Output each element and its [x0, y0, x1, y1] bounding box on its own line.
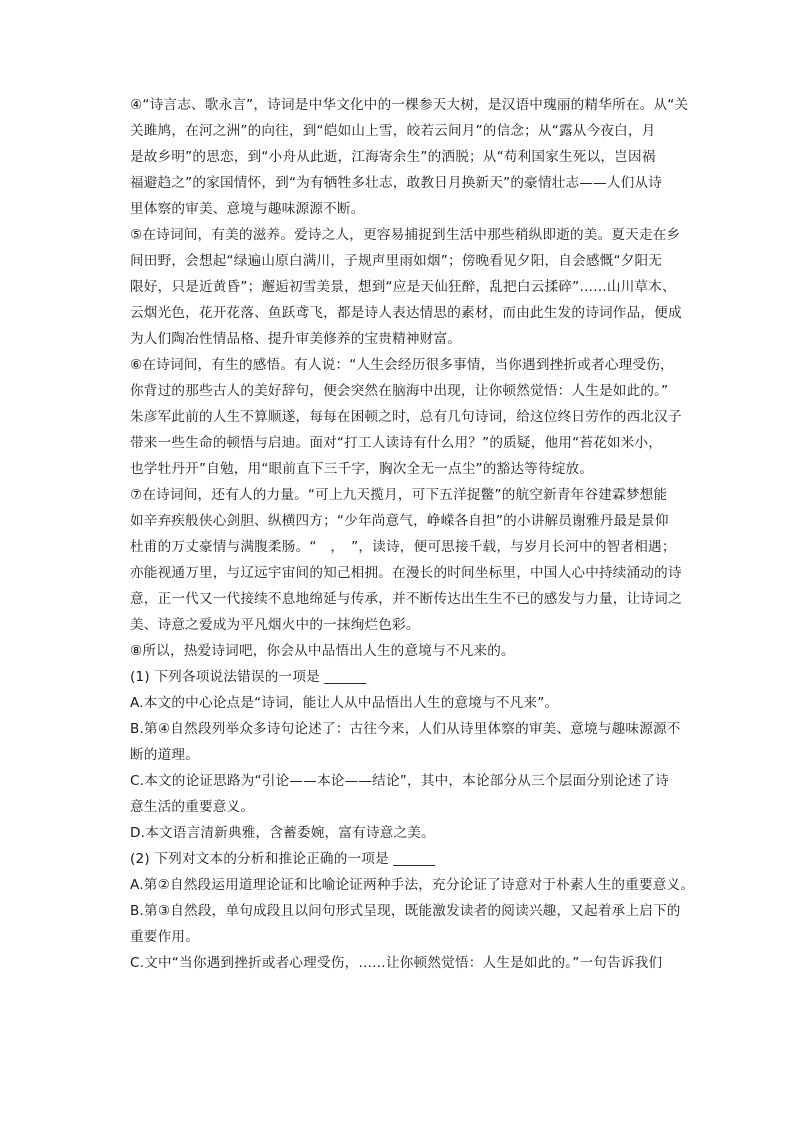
text-line: 关雎鸠，在河之洲”的向往，到“皑如山上雪，皎若云间月”的信念；从“露从今夜白，月 — [130, 123, 656, 139]
question-1-option-c: C.本文的论证思路为“引论——本论——结论”，其中，本论部分从三个层面分别论述了诗 — [130, 773, 670, 789]
text-line: 意生活的重要意义。 — [130, 799, 255, 815]
question-2-option-b: B.第③自然段，单句成段且以问句形式呈现，既能激发读者的阅读兴趣，又起着承上启下的 — [130, 903, 681, 919]
question-2-option-a: A.第②自然段运用道理论证和比喻论证两种手法，充分论证了诗意对于朴素人生的重要意义。 — [130, 877, 695, 893]
text-line: 福避趋之”的家国情怀，到“为有牺牲多壮志，敢教日月换新天”的豪情壮志——人们从诗 — [130, 175, 663, 191]
text-line: 云烟光色，花开花落、鱼跃鸢飞，都是诗人表达情思的素材，而由此生发的诗词作品，便成 — [130, 305, 682, 321]
text-line: ⑧所以，热爱诗词吧，你会从中品悟出人生的意境与不凡来的。 — [130, 643, 515, 659]
text-line: 朱彦军此前的人生不算顺遂，每每在困顿之时，总有几句诗词，给这位终日劳作的西北汉子 — [130, 409, 682, 425]
text-line: 也学牡丹开”自勉，用“眼前直下三千字，胸次全无一点尘”的豁达等待绽放。 — [130, 461, 594, 477]
question-1-option-a: A.本文的中心论点是“诗词，能让人从中品悟出人生的意境与不凡来”。 — [130, 695, 559, 711]
text-line: ⑥在诗词间，有生的感悟。有人说：“人生会经历很多事情，当你遇到挫折或者心理受伤， — [130, 357, 674, 373]
text-line: 带来一些生命的顿悟与启迪。面对“打工人读诗有什么用？”的质疑，他用“苔花如米小， — [130, 435, 663, 451]
question-2-stem: (2) 下列对文本的分析和推论正确的一项是 ______ — [130, 851, 436, 867]
document-body — [130, 92, 695, 976]
text-line: 美、诗意之爱成为平凡烟火中的一抹绚烂色彩。 — [130, 617, 420, 633]
text-line: 是故乡明”的思恋，到“小舟从此逝，江海寄余生”的洒脱；从“苟利国家生死以，岂因祸 — [130, 149, 656, 165]
text-line: 断的道理。 — [130, 747, 199, 763]
text-line: ④“诗言志、歌永言”，诗词是中华文化中的一棵参天大树，是汉语中瑰丽的精华所在。从“关 — [130, 97, 689, 113]
text-line: 重要作用。 — [130, 929, 199, 945]
question-1-stem: (1) 下列各项说法错误的一项是 ______ — [130, 669, 367, 685]
text-line: 里体察的审美、意境与趣味源源不断。 — [130, 201, 365, 217]
text-line: 限好，只是近黄昏”；邂逅初雪美景，想到“应是天仙狂醉，乱把白云揉碎”……山川草木、 — [130, 279, 676, 295]
question-1-option-d: D.本文语言清新典雅，含蓄委婉，富有诗意之美。 — [130, 825, 435, 841]
question-2-option-c: C.文中“当你遇到挫折或者心理受伤，……让你顿然觉悟：人生是如此的。”一句告诉我们 — [130, 955, 663, 971]
text-line: 间田野，会想起“绿遍山原白满川，子规声里雨如烟”；傍晚看见夕阳，自会感慨“夕阳无 — [130, 253, 663, 269]
text-line: 你背过的那些古人的美好辞句，便会突然在脑海中出现，让你顿然觉悟：人生是如此的。” — [130, 383, 669, 399]
text-line: 意，正一代又一代接续不息地绵延与传承，并不断传达出生生不已的感发与力量，让诗词之 — [130, 591, 682, 607]
text-line: 杜甫的万丈豪情与满腹柔肠。“ ， ”，读诗，便可思接千载，与岁月长河中的智者相遇； — [130, 539, 676, 555]
text-line: ⑤在诗词间，有美的滋养。爱诗之人，更容易捕捉到生活中那些稍纵即逝的美。夏天走在乡 — [130, 227, 681, 243]
text-line: 亦能视通万里，与辽远宇宙间的知己相拥。在漫长的时间坐标里，中国人心中持续涌动的诗 — [130, 565, 682, 581]
text-line: 如辛弃疾般侠心剑胆、纵横四方；“少年尚意气，峥嵘各自担”的小讲解员谢雅丹最是景仰 — [130, 513, 669, 529]
question-1-option-b: B.第④自然段列举众多诗句论述了：古往今来，人们从诗里体察的审美、意境与趣味源源不 — [130, 721, 681, 737]
text-line: 为人们陶冶性情品格、提升审美修养的宝贵精神财富。 — [130, 331, 462, 347]
text-line: ⑦在诗词间，还有人的力量。“可上九天揽月，可下五洋捉鳖”的航空新青年谷建霖梦想能 — [130, 487, 668, 503]
